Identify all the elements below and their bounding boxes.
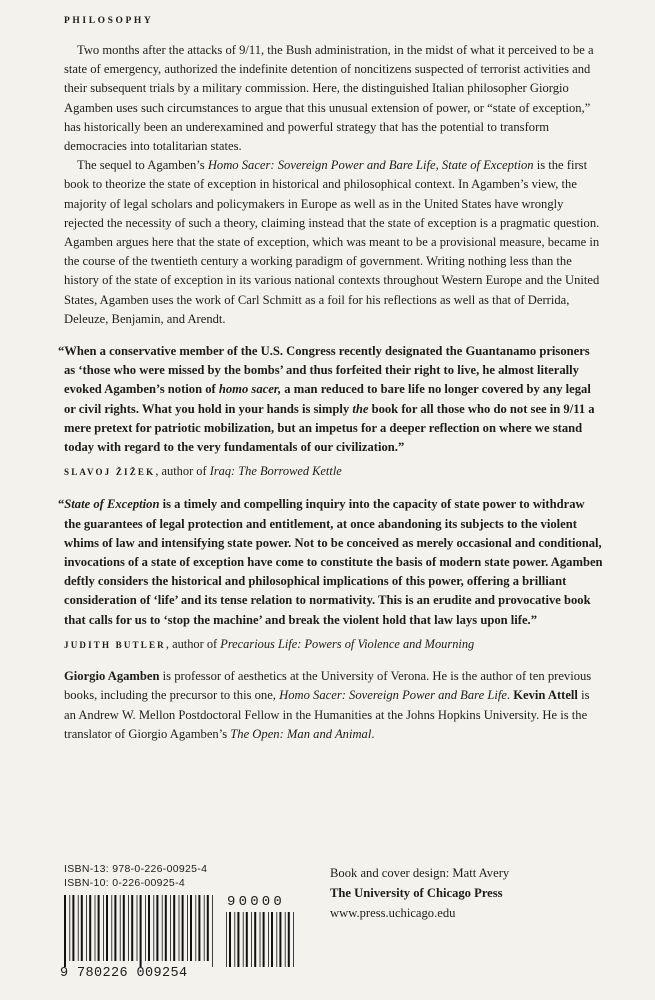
back-cover-text [58, 41, 604, 744]
bio-name-agamben: Giorgio Agamben [64, 669, 160, 684]
blurb-zizek [58, 342, 604, 457]
barcode-icon [64, 895, 214, 967]
description-paragraph-1: Two months after the attacks of 9/11, the Bush administration, in the midst of what it perceived to be a state of emergency, authorized the indefinite detention of noncitizens suspected of terrorist activities and their subsequent trials by a military commission. Here, the distinguished Italian philosopher Giorgio Agamben uses such circumstances to argue that this unusual extension of power, or “state of exception,” has historically been an underexamined and powerful strategy that has the potential to transform democracies into totalitarian states. [64, 43, 594, 154]
category-label: PHILOSOPHY [64, 16, 154, 26]
bio-text-1: is professor of aesthetics at the University of Verona. He is the author of ten previous books, including the precursor to this one, [64, 669, 592, 703]
isbn-10: ISBN-10: 0-226-00925-4 [64, 877, 186, 889]
barcode-addon-icon [226, 912, 296, 967]
p2-book-title: Homo Sacer: Sovereign Power and Bare Life, State of Exception [207, 158, 534, 173]
blurb-zizek-text-1: “When a conservative member of the U.S. Congress recently designated the Guantanamo prisoners as ‘those who were missed by the bombs’ and thus forfeited their right to live, he almost literally evoked Agamben’s notion of [58, 344, 590, 397]
blurb-zizek-attribution [64, 462, 604, 482]
isbn-13: ISBN-13: 978-0-226-00925-4 [64, 863, 208, 875]
p2-lead: The sequel to Agamben’s [77, 158, 208, 173]
bio-italic-1: Homo Sacer: Sovereign Power and Bare Life [279, 688, 507, 703]
description-paragraph-2 [64, 156, 604, 329]
blurb-butler [58, 495, 604, 629]
barcode-digits: 9 780226 009254 [60, 966, 188, 981]
blurb-butler-attribution [64, 635, 604, 655]
author-bio [64, 667, 604, 744]
blurb-zizek-italic-1: homo sacer, [218, 382, 282, 397]
price-code: 90000 [227, 894, 286, 910]
publisher-name: The University of Chicago Press [330, 886, 503, 900]
blurb-butler-italic: State of Exception [64, 497, 160, 512]
author-zizek: SLAVOJ ŽIŽEK [64, 467, 156, 478]
p2-rest: is the first book to theorize the state of exception in historical and philosophical context. In Agamben’s view, the majority of legal scholars and policymakers in Europe as well as in the United States have wrongly rejected the necessity of such a theory, claiming instead that the state of exception is a pragmatic question. Agamben argues here that the state of exception, which was meant to be a provisional measure, became in the course of the twentieth century a working paradigm of government. Writing nothing less than the history of the state of exception in its various national contexts throughout Western Europe and the United States, Agamben uses the work of Carl Schmitt as a foil for his reflections as well as that of Derrida, Deleuze, Benjamin, and Arendt. [64, 158, 600, 326]
bio-name-attell: Kevin Attell [513, 688, 578, 703]
blurb-butler-text: is a timely and compelling inquiry into the capacity of state power to withdraw the guarantees of legal protection and entitlement, at once abandoning its subjects to the violent whims of law and intensifying state power. Not to be conceived as merely occasional and conditional, invocations of a state of exception have come to constitute the basis of modern state power. Agamben deftly considers the historical and philosophical implications of this power, offering a brilliant consideration of ‘life’ and its tense relation to normativity. This is an erudite and provocative book that calls for us to ‘stop the machine’ and break the violent hold that law lays upon life.” [64, 497, 603, 627]
blurb-butler-open-quote: “ [58, 497, 65, 512]
bio-text-2: . [506, 688, 514, 703]
bio-text-4: . [371, 726, 375, 741]
credits-block [330, 863, 509, 923]
bio-italic-2: The Open: Man and Animal [230, 726, 372, 741]
author-butler-work: Precarious Life: Powers of Violence and Mourning [220, 636, 475, 651]
author-zizek-suffix: , author of [155, 464, 210, 479]
author-zizek-work: Iraq: The Borrowed Kettle [209, 464, 342, 479]
blurb-zizek-text-3: book for all those who do not see in 9/11 a mere pretext for patriotic mobilization, but an impetus for a deeper reflection on where we stand today with regard to the very fundamentals of our civilization.” [64, 401, 595, 455]
publisher-website: www.press.uchicago.edu [330, 906, 456, 920]
design-credit: Book and cover design: Matt Avery [330, 866, 510, 880]
author-butler-suffix: , author of [165, 636, 221, 651]
bio-text-3: is an Andrew W. Mellon Postdoctoral Fellow in the Humanities at the Johns Hopkins University. He is the translator of Giorgio Agamben’s [64, 688, 590, 741]
blurb-zizek-text-2: a man reduced to bare life no longer covered by any legal or civil rights. What you hold in your hands is simply [64, 382, 591, 416]
blurb-zizek-italic-2: the [352, 401, 369, 416]
author-butler: JUDITH BUTLER [64, 639, 166, 650]
isbn-block [64, 862, 207, 890]
